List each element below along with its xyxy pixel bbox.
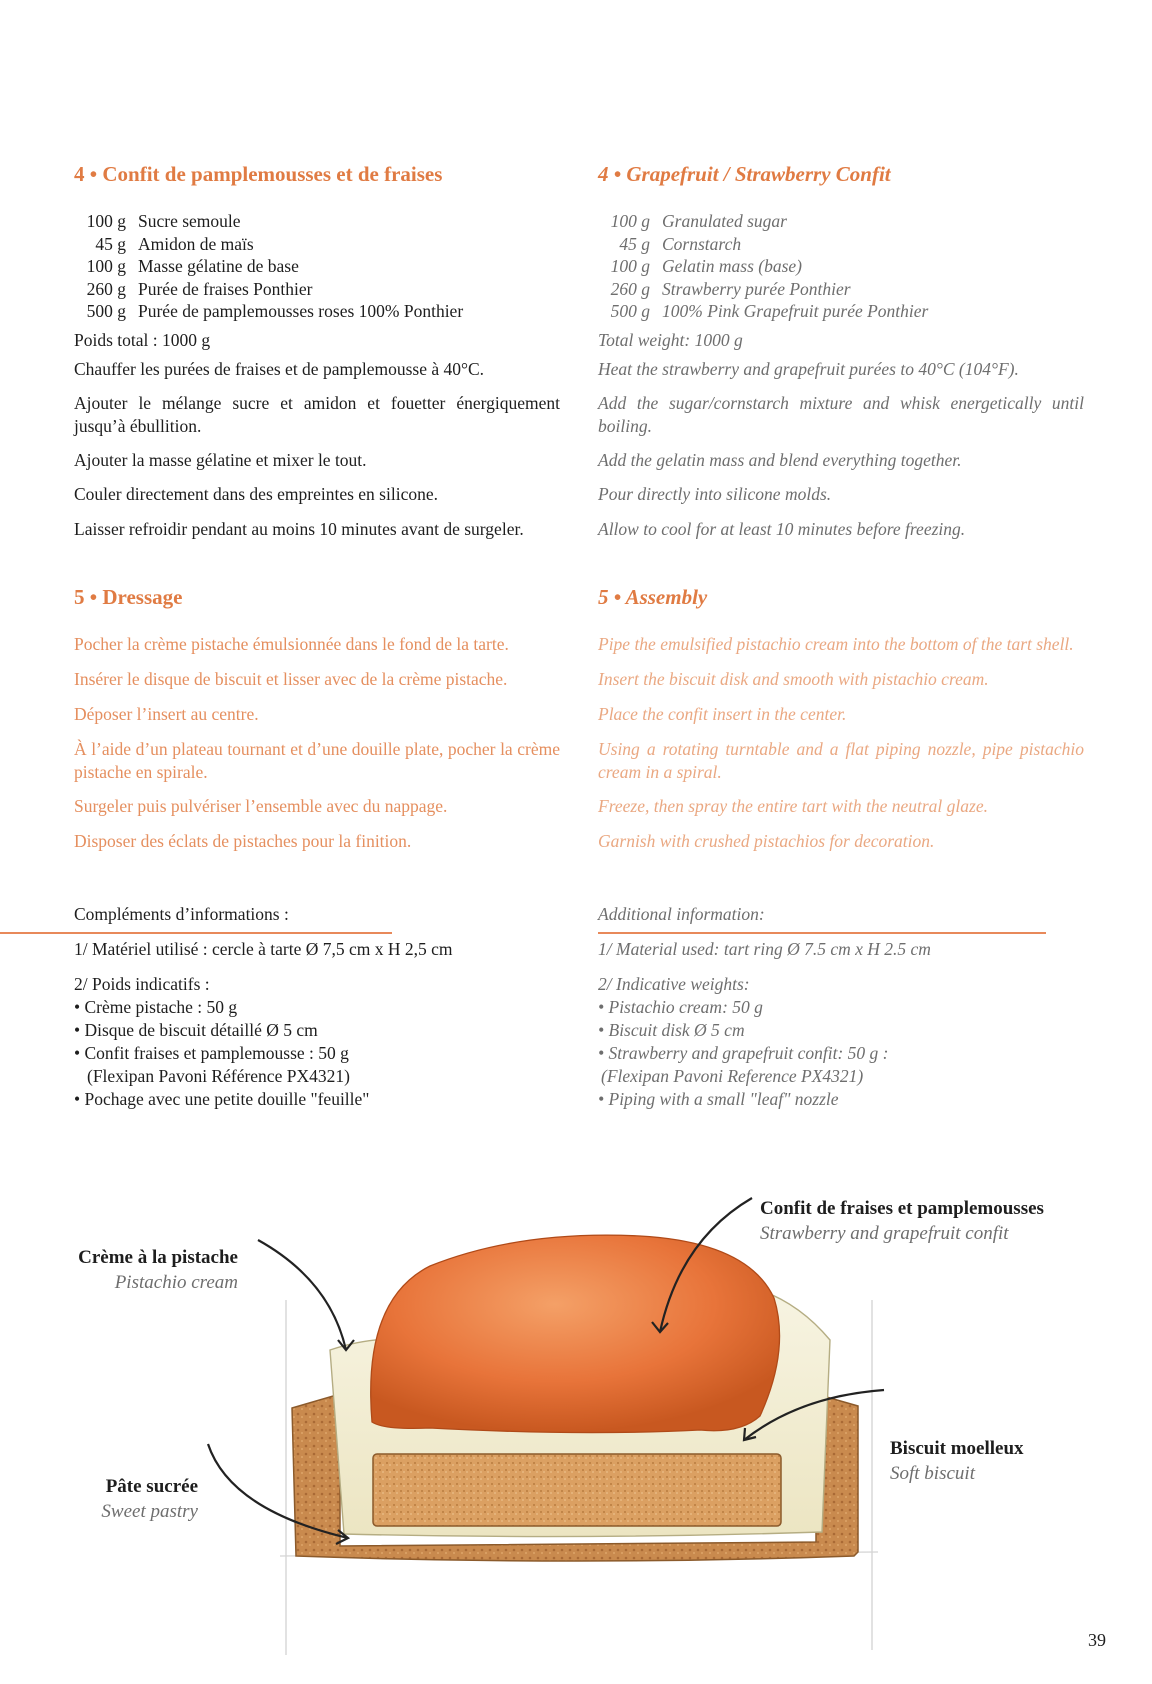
list-item: (Flexipan Pavoni Reference PX4321): [601, 1066, 864, 1086]
info-title: Compléments d’informations :: [74, 904, 289, 924]
step-text: Pipe the emulsified pistachio cream into the bottom of the tart shell.: [598, 634, 1074, 654]
step-text: Allow to cool for at least 10 minutes before freezing.: [598, 519, 966, 539]
step-text: Chauffer les purées de fraises et de pamplemousse à 40°C.: [74, 359, 485, 379]
step-text: Freeze, then spray the entire tart with the neutral glaze.: [598, 796, 988, 816]
step-text: Place the confit insert in the center.: [598, 704, 847, 724]
list-item: • Biscuit disk Ø 5 cm: [598, 1020, 745, 1040]
page-number: 39: [1088, 1630, 1106, 1650]
label-cream: Crème à la pistache Pistachio cream: [78, 1247, 238, 1293]
list-item: • Disque de biscuit détaillé Ø 5 cm: [74, 1020, 318, 1040]
step-text: Heat the strawberry and grapefruit purées to 40°C (104°F).: [598, 359, 1019, 379]
section-title: 5 • Dressage: [74, 585, 183, 609]
arrow-cream: [258, 1240, 346, 1350]
weights-title: 2/ Indicative weights:: [598, 974, 750, 994]
step-text: Ajouter la masse gélatine et mixer le tout.: [74, 450, 367, 470]
step-text: Garnish with crushed pistachios for decoration.: [598, 831, 935, 851]
label-biscuit: Biscuit moelleux Soft biscuit: [890, 1438, 1024, 1484]
step-text: Pour directly into silicone molds.: [598, 484, 832, 504]
label-confit: Confit de fraises et pamplemousses Strawberry and grapefruit confit: [760, 1198, 1044, 1244]
confit-dome: [371, 1235, 780, 1432]
total-weight: Total weight: 1000 g: [598, 330, 743, 350]
list-item: • Confit fraises et pamplemousse : 50 g: [74, 1043, 349, 1063]
list-item: • Pistachio cream: 50 g: [598, 997, 763, 1017]
info-title: Additional information:: [598, 904, 765, 924]
info-divider: [0, 932, 392, 934]
step-text: Add the sugar/cornstarch mixture and whisk energetically until boiling.: [598, 393, 1084, 436]
step-text: Using a rotating turntable and a flat piping nozzle, pipe pistachio cream in a spiral.: [598, 739, 1084, 782]
section-title: 4 • Confit de pamplemousses et de fraises: [74, 162, 443, 186]
step-text: Laisser refroidir pendant au moins 10 minutes avant de surgeler.: [74, 519, 524, 539]
step-text: Pocher la crème pistache émulsionnée dans le fond de la tarte.: [74, 634, 509, 654]
material-text: 1/ Material used: tart ring Ø 7.5 cm x H 2.5 cm: [598, 939, 931, 959]
material-text: 1/ Matériel utilisé : cercle à tarte Ø 7,5 cm x H 2,5 cm: [74, 939, 453, 959]
ingredient-row: 45 g Amidon de maïs: [95, 233, 254, 254]
step-text: Couler directement dans des empreintes en silicone.: [74, 484, 438, 504]
total-weight: Poids total : 1000 g: [74, 330, 211, 350]
section-title: 4 • Grapefruit / Strawberry Confit: [598, 162, 891, 186]
ingredient-row: 260 g Purée de fraises Ponthier: [86, 278, 313, 299]
ingredient-row: 45 g Cornstarch: [619, 233, 742, 254]
ingredient-row: 100 g Granulated sugar: [610, 211, 787, 231]
ingredient-row: 100 g Sucre semoule: [86, 211, 241, 231]
weights-list: [598, 996, 889, 1111]
step-text: Insert the biscuit disk and smooth with pistachio cream.: [598, 669, 989, 689]
weights-title: 2/ Poids indicatifs :: [74, 974, 210, 994]
step-text: Insérer le disque de biscuit et lisser avec de la crème pistache.: [74, 669, 508, 689]
ingredient-list: [74, 210, 463, 323]
step-text: Ajouter le mélange sucre et amidon et fouetter énergiquement jusqu’à ébullition.: [74, 393, 560, 436]
ingredient-row: 500 g Purée de pamplemousses roses 100% Ponthier: [86, 301, 464, 321]
list-item: • Crème pistache : 50 g: [74, 997, 238, 1017]
step-text: Surgeler puis pulvériser l’ensemble avec du nappage.: [74, 796, 448, 816]
list-item: • Pochage avec une petite douille "feuille": [74, 1089, 370, 1109]
ingredient-row: 100 g Masse gélatine de base: [86, 256, 299, 276]
ingredient-list: [598, 210, 928, 323]
step-text: Déposer l’insert au centre.: [74, 704, 259, 724]
weights-list: [74, 996, 369, 1111]
soft-biscuit: [373, 1454, 781, 1526]
list-item: • Piping with a small "leaf" nozzle: [598, 1089, 839, 1109]
ingredient-row: 500 g 100% Pink Grapefruit purée Ponthier: [610, 301, 929, 321]
ingredient-row: 100 g Gelatin mass (base): [610, 256, 802, 276]
step-text: À l’aide d’un plateau tournant et d’une douille plate, pocher la crème pistache en spirale.: [74, 739, 560, 782]
label-pastry: Pâte sucrée Sweet pastry: [101, 1476, 198, 1522]
section-title: 5 • Assembly: [598, 585, 708, 609]
step-text: Disposer des éclats de pistaches pour la finition.: [74, 831, 412, 851]
info-divider: [598, 932, 1046, 934]
step-text: Add the gelatin mass and blend everything together.: [598, 450, 962, 470]
ingredient-row: 260 g Strawberry purée Ponthier: [610, 278, 851, 299]
list-item: (Flexipan Pavoni Référence PX4321): [87, 1066, 350, 1086]
list-item: • Strawberry and grapefruit confit: 50 g :: [598, 1043, 889, 1063]
